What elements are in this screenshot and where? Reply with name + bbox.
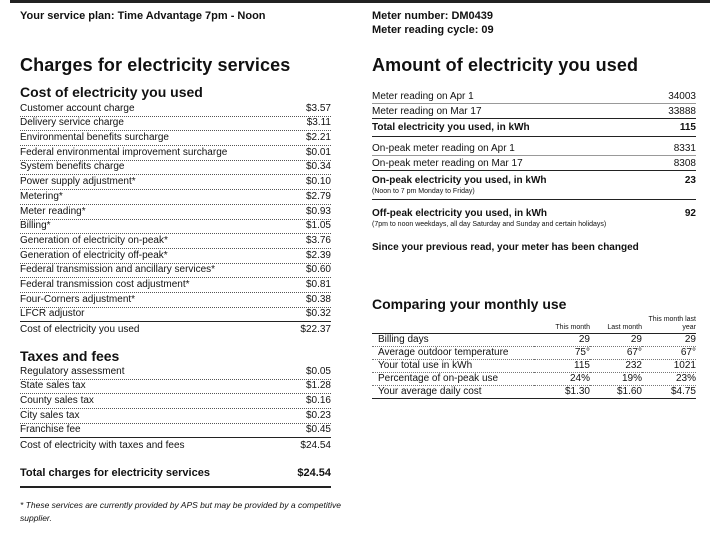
charge-value: $2.39: [305, 249, 331, 261]
charge-label: County sales tax: [20, 395, 94, 407]
charge-value: $0.45: [305, 424, 331, 436]
charge-label: Environmental benefits surcharge: [20, 132, 169, 144]
charge-row: [20, 146, 331, 161]
charge-value: $0.10: [305, 176, 331, 188]
comparison-label: Your average daily cost: [372, 386, 534, 399]
charge-row: [20, 380, 331, 395]
charge-label: Customer account charge: [20, 102, 135, 114]
charge-label: LFCR adjustor: [20, 308, 85, 320]
charge-value: $0.81: [305, 278, 331, 290]
charge-row: [20, 424, 331, 439]
charge-value: $2.21: [305, 132, 331, 144]
comparison-label: Percentage of on-peak use: [372, 373, 534, 386]
charge-row: [20, 264, 331, 279]
charge-row: [20, 409, 331, 424]
charge-label: State sales tax: [20, 380, 86, 392]
charge-row: [20, 308, 331, 323]
comparison-value: 1021: [642, 360, 696, 373]
charge-label: Metering*: [20, 190, 63, 202]
meter-reading-row: Meter reading on Mar 17 33888: [372, 106, 696, 117]
comparison-value: 29: [590, 334, 642, 347]
charge-value: $1.28: [305, 380, 331, 392]
col-last-month: Last month: [590, 316, 642, 334]
charge-value: $0.01: [305, 146, 331, 158]
charge-label: Federal transmission cost adjustment*: [20, 278, 190, 290]
comparison-value: 232: [590, 360, 642, 373]
charge-value: $0.38: [305, 293, 331, 305]
charge-value: $3.76: [305, 234, 331, 246]
comparison-value: 24%: [534, 373, 590, 386]
comparison-title: Comparing your monthly use: [372, 296, 567, 312]
comparison-value: 67°: [590, 347, 642, 360]
comparison-row: [372, 347, 696, 360]
charge-row: [20, 293, 331, 308]
comparison-value: 29: [534, 334, 590, 347]
charge-value: $3.11: [306, 117, 331, 129]
comparison-value: $4.75: [642, 386, 696, 399]
comparison-label: Your total use in kWh: [372, 360, 534, 373]
usage-title: Amount of electricity you used: [372, 55, 639, 75]
cost-section-title: Cost of electricity you used: [20, 84, 203, 100]
charge-row: [20, 102, 331, 117]
comparison-value: $1.30: [534, 386, 590, 399]
charge-value: $0.23: [305, 409, 331, 421]
meter-changed-notice: Since your previous read, your meter has been changed: [372, 242, 639, 253]
col-last-year: This month last year: [642, 316, 696, 334]
charge-label: Billing*: [20, 220, 51, 232]
meter-reading-cycle: Meter reading cycle: 09: [372, 24, 494, 36]
charge-value: $0.32: [305, 308, 331, 320]
charge-label: System benefits charge: [20, 161, 125, 173]
onpeak-total-value: 23: [684, 175, 696, 186]
comparison-label: Billing days: [372, 334, 534, 347]
onpeak-note: (Noon to 7 pm Monday to Friday): [372, 188, 475, 195]
comparison-value: 19%: [590, 373, 642, 386]
subtotal-label: Cost of electricity you used: [20, 324, 140, 335]
charge-value: $2.79: [305, 190, 331, 202]
comparison-value: $1.60: [590, 386, 642, 399]
charge-label: Generation of electricity on-peak*: [20, 234, 168, 246]
footnote: * These services are currently provided by APS but may be provided by a competitive supplier.: [20, 500, 341, 523]
comparison-value: 75°: [534, 347, 590, 360]
tax-items-list: [20, 365, 331, 453]
comparison-header-row: [372, 316, 696, 334]
charge-label: Delivery service charge: [20, 117, 124, 129]
service-plan: Your service plan: Time Advantage 7pm - Noon: [20, 10, 266, 22]
charge-value: $0.05: [305, 365, 331, 377]
charge-row: [20, 190, 331, 205]
col-this-month: This month: [534, 316, 590, 334]
charge-row: [20, 205, 331, 220]
charge-value: $0.60: [305, 264, 331, 276]
total-kwh-row: Total electricity you used, in kWh 115: [372, 119, 696, 137]
meter-reading-row: Meter reading on Apr 1 34003: [372, 91, 696, 102]
meter-number: Meter number: DM0439: [372, 10, 494, 22]
charge-label: Power supply adjustment*: [20, 176, 136, 188]
grand-total-rule: [20, 486, 331, 488]
comparison-value: 29: [642, 334, 696, 347]
subtotal-label: Cost of electricity with taxes and fees: [20, 440, 185, 452]
charge-row: [20, 278, 331, 293]
charge-value: $1.05: [305, 220, 331, 232]
taxes-section-title: Taxes and fees: [20, 348, 120, 364]
charges-title: Charges for electricity services: [20, 55, 291, 75]
charge-row: [20, 365, 331, 380]
subtotal-row: [20, 322, 331, 337]
charge-row: [20, 161, 331, 176]
charge-row: [20, 175, 331, 190]
comparison-value: 67°: [642, 347, 696, 360]
cost-items-list: [20, 102, 331, 337]
charge-value: $0.16: [305, 395, 331, 407]
charge-label: Generation of electricity off-peak*: [20, 249, 168, 261]
charge-row: [20, 131, 331, 146]
charge-value: $0.34: [305, 161, 331, 173]
comparison-label: Average outdoor temperature: [372, 347, 534, 360]
charge-label: Four-Corners adjustment*: [20, 293, 136, 305]
subtotal-value: $24.54: [300, 440, 331, 452]
comparison-row: [372, 386, 696, 399]
charge-row: [20, 234, 331, 249]
onpeak-total-block: [372, 171, 696, 200]
offpeak-total-label: Off-peak electricity you used, in kWh: [372, 208, 548, 219]
charge-row: [20, 220, 331, 235]
usage-readings: [372, 89, 696, 231]
comparison-value: 23%: [642, 373, 696, 386]
charge-value: $0.93: [305, 205, 331, 217]
charge-row: [20, 249, 331, 264]
grand-total: [20, 467, 331, 479]
charge-label: City sales tax: [20, 409, 80, 421]
onpeak-reading-row: On-peak meter reading on Mar 17 8308: [372, 158, 696, 169]
charge-row: [20, 117, 331, 132]
charge-label: Federal transmission and ancillary services*: [20, 264, 216, 276]
comparison-body: [372, 334, 696, 399]
charge-label: Meter reading*: [20, 205, 86, 217]
grand-total-label: Total charges for electricity services: [20, 467, 210, 479]
charge-label: Franchise fee: [20, 424, 81, 436]
charge-label: Regulatory assessment: [20, 365, 125, 377]
grand-total-value: $24.54: [297, 467, 331, 479]
comparison-row: [372, 373, 696, 386]
comparison-row: [372, 360, 696, 373]
comparison-table: [372, 316, 696, 399]
subtotal-row: [20, 438, 331, 453]
comparison-row: [372, 334, 696, 347]
charge-label: Federal environmental improvement surcharge: [20, 146, 228, 158]
offpeak-note: (7pm to noon weekdays, all day Saturday and Sunday and certain holidays): [372, 221, 607, 228]
onpeak-total-label: On-peak electricity you used, in kWh: [372, 175, 547, 186]
offpeak-total-value: 92: [684, 208, 696, 219]
charge-row: [20, 394, 331, 409]
comparison-value: 115: [534, 360, 590, 373]
top-rule: [10, 0, 710, 4]
subtotal-value: $22.37: [300, 324, 331, 335]
charge-value: $3.57: [305, 102, 331, 114]
offpeak-total-block: [372, 205, 696, 231]
onpeak-reading-row: On-peak meter reading on Apr 1 8331: [372, 143, 696, 154]
